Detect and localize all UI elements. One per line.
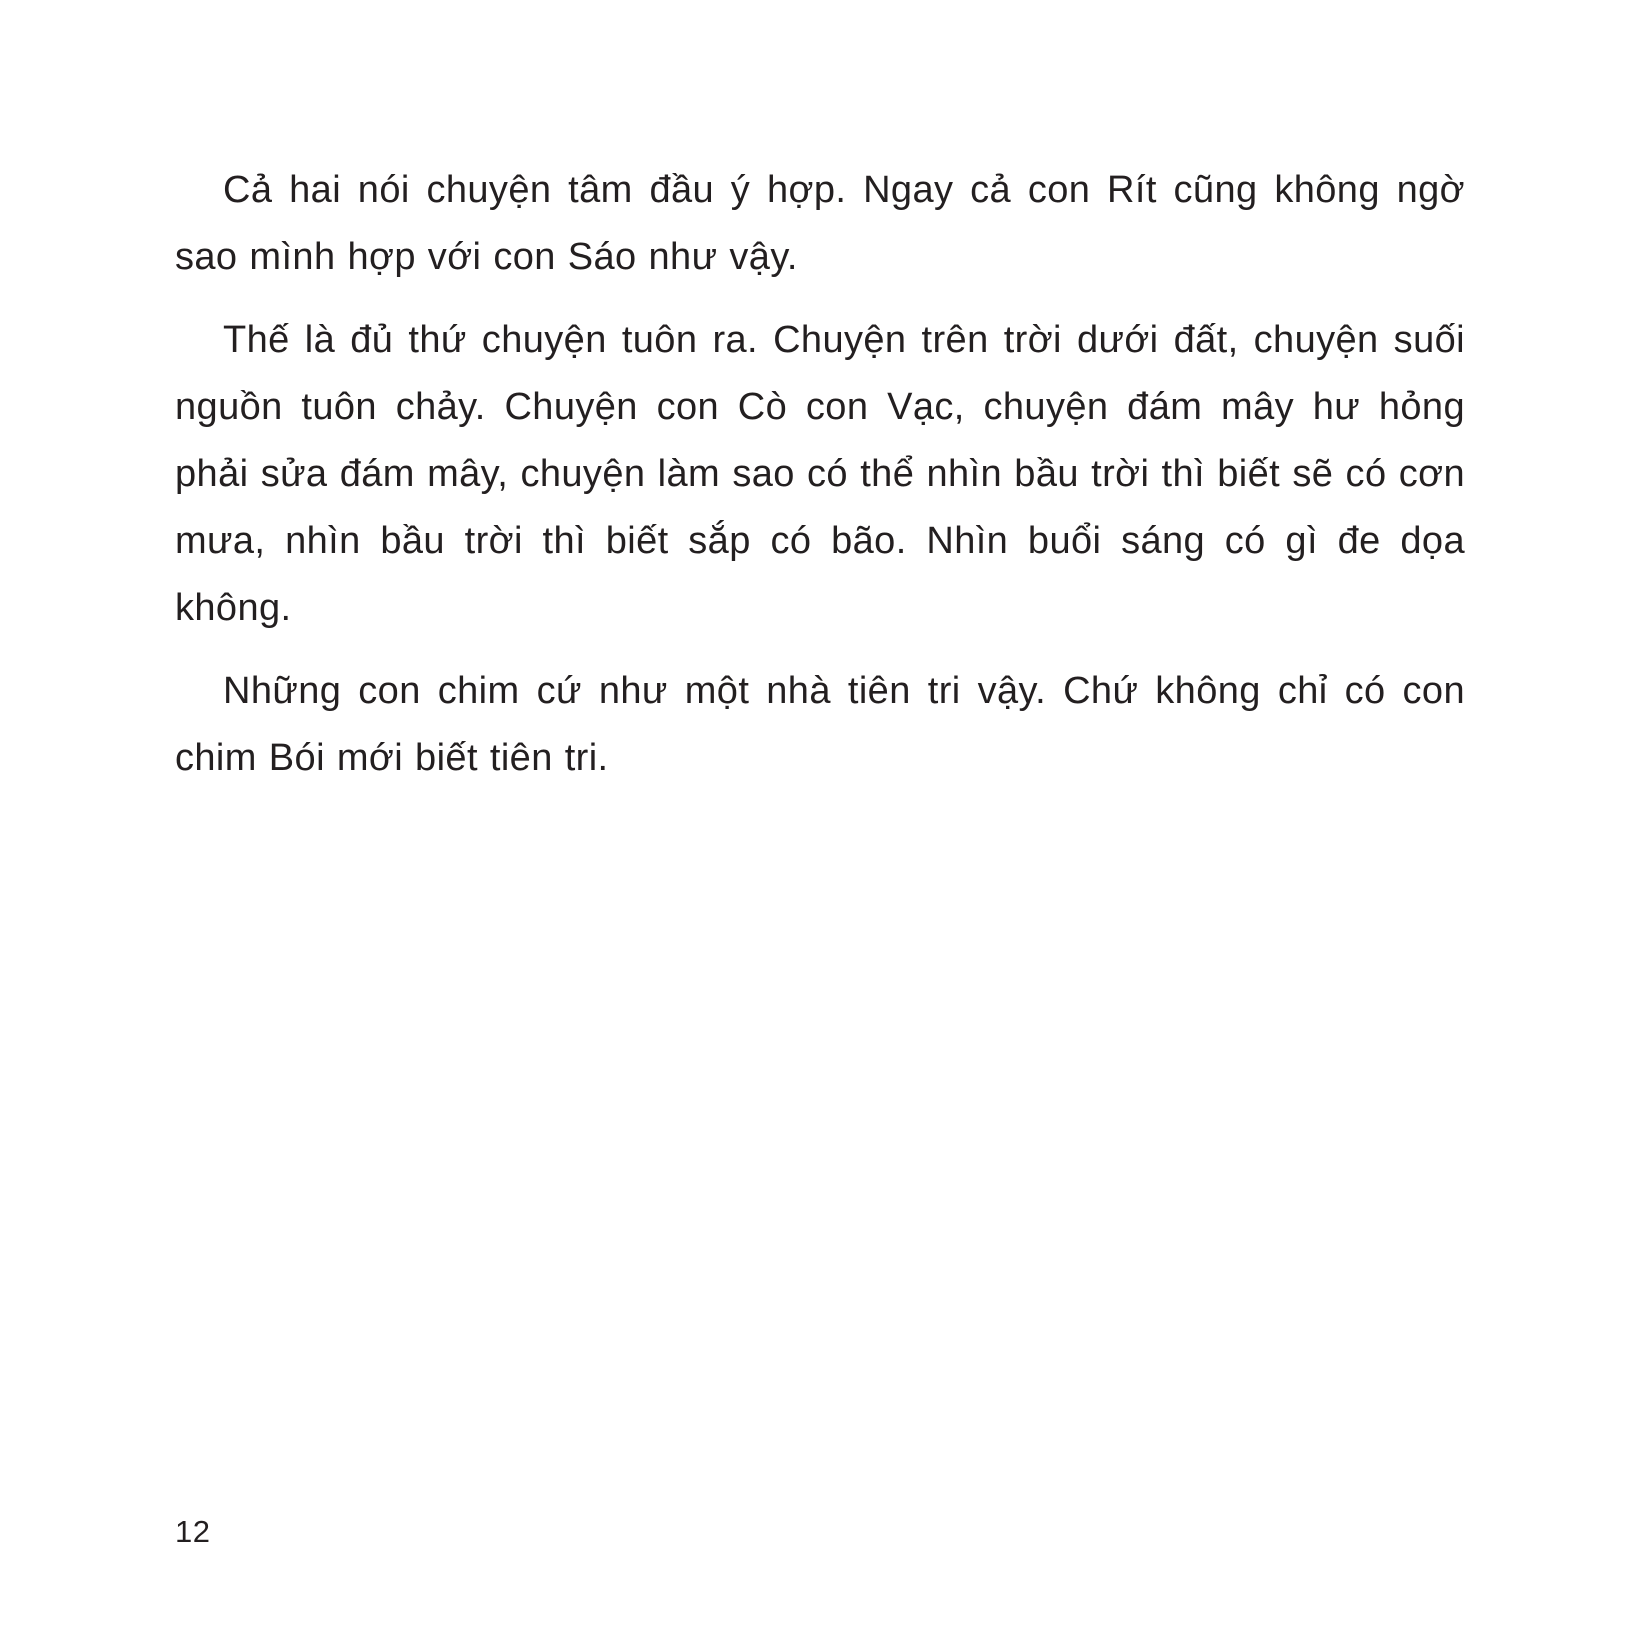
body-text: [175, 157, 1465, 808]
paragraph-1: Cả hai nói chuyện tâm đầu ý hợp. Ngay cả con Rít cũng không ngờ sao mình hợp với con Sáo như vậy.: [175, 169, 1465, 278]
paragraph-3: Những con chim cứ như một nhà tiên tri vậy. Chứ không chỉ có con chim Bói mới biết tiên tri.: [175, 670, 1465, 779]
paragraph-2: Thế là đủ thứ chuyện tuôn ra. Chuyện trên trời dưới đất, chuyện suối nguồn tuôn chảy. Chuyện con Cò con Vạc, chuyện đám mây hư hỏng phải sửa đám mây, chuyện làm sao có thể nhìn bầu trời thì biết sẽ có cơn mưa, nhìn bầu trời thì biết sắp có bão. Nhìn buổi sáng có gì đe dọa không.: [175, 319, 1465, 629]
page-number: 12: [175, 1514, 211, 1549]
